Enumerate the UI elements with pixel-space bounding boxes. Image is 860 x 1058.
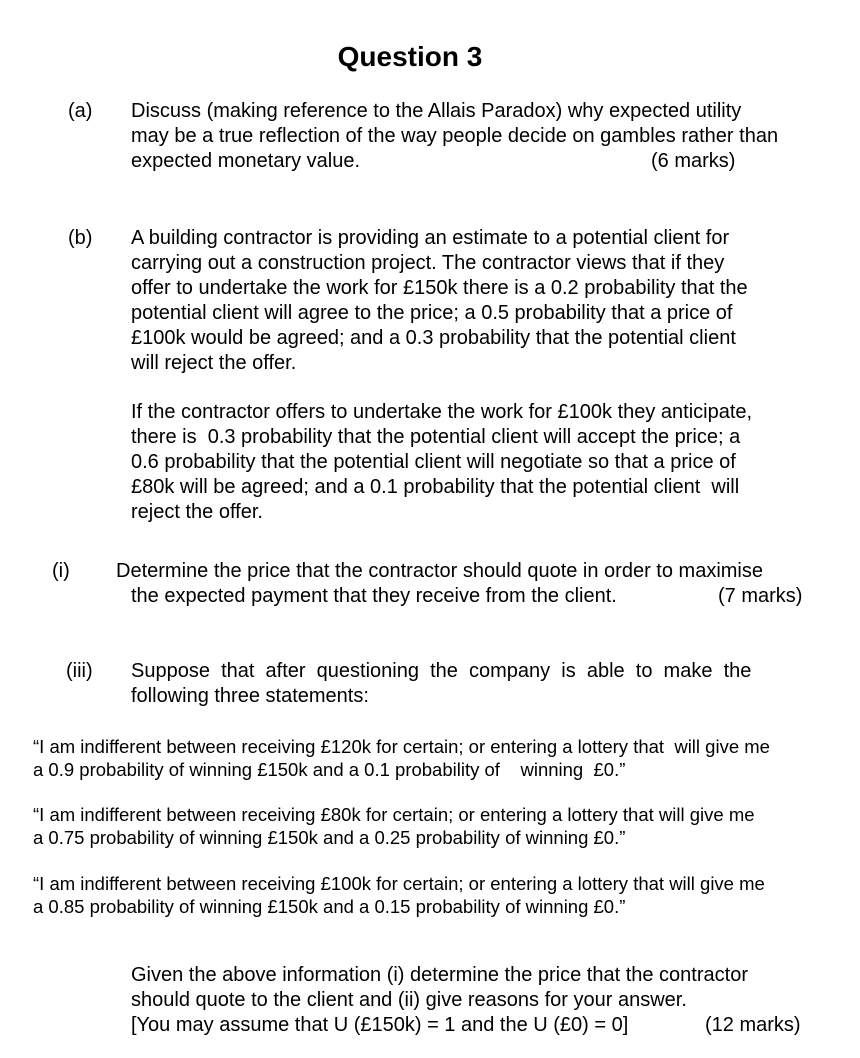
part-b-paragraph-2 [131, 400, 831, 525]
part-i-label: (i) [52, 560, 70, 582]
part-b-line: £80k will be agreed; and a 0.1 probability that the potential client will [131, 476, 740, 498]
part-a-line: Discuss (making reference to the Allais Paradox) why expected utility [131, 100, 742, 122]
statement-line: “I am indifferent between receiving £120k for certain; or entering a lottery that will give me [33, 736, 770, 757]
statement-3 [33, 872, 833, 918]
part-iii-text [131, 659, 831, 709]
part-a-marks: (6 marks) [651, 150, 736, 172]
part-a-line: may be a true reflection of the way people decide on gambles rather than [131, 125, 779, 147]
part-a-line: expected monetary value. [131, 150, 361, 172]
statement-line: a 0.9 probability of winning £150k and a 0.1 probability of winning £0.” [33, 759, 626, 780]
part-b-paragraph-1 [131, 226, 831, 376]
part-b-line: A building contractor is providing an estimate to a potential client for [131, 227, 730, 249]
part-b-line: £100k would be agreed; and a 0.3 probability that the potential client [131, 327, 736, 349]
part-a-label: (a) [68, 100, 93, 122]
final-marks: (12 marks) [705, 1014, 801, 1036]
final-line: should quote to the client and (ii) give reasons for your answer. [131, 989, 687, 1011]
part-b-line: will reject the offer. [131, 352, 297, 374]
statement-line: “I am indifferent between receiving £80k for certain; or entering a lottery that will give me [33, 804, 755, 825]
statement-line: a 0.85 probability of winning £150k and a 0.15 probability of winning £0.” [33, 896, 626, 917]
statement-line: “I am indifferent between receiving £100k for certain; or entering a lottery that will give me [33, 873, 765, 894]
part-iii-line: Suppose that after questioning the company is able to make the [131, 660, 752, 682]
final-line: [You may assume that U (£150k) = 1 and the U (£0) = 0] [131, 1014, 629, 1036]
part-i-line: Determine the price that the contractor should quote in order to maximise [116, 560, 763, 582]
part-i-marks: (7 marks) [718, 585, 803, 607]
part-b-line: carrying out a construction project. The contractor views that if they [131, 252, 725, 274]
part-iii-line: following three statements: [131, 685, 369, 707]
part-b-line: offer to undertake the work for £150k there is a 0.2 probability that the [131, 277, 748, 299]
part-b-line: reject the offer. [131, 501, 263, 523]
part-b-line: 0.6 probability that the potential client will negotiate so that a price of [131, 451, 736, 473]
statement-2 [33, 803, 833, 849]
statement-1 [33, 735, 833, 781]
part-b-line: If the contractor offers to undertake the work for £100k they anticipate, [131, 401, 753, 423]
final-line: Given the above information (i) determine the price that the contractor [131, 964, 748, 986]
part-b-label: (b) [68, 227, 93, 249]
part-iii-label: (iii) [66, 660, 93, 682]
statement-line: a 0.75 probability of winning £150k and a 0.25 probability of winning £0.” [33, 827, 626, 848]
question-title: Question 3 [337, 41, 483, 72]
part-i-line: the expected payment that they receive from the client. [131, 585, 617, 607]
part-b-line: there is 0.3 probability that the potential client will accept the price; a [131, 426, 741, 448]
part-b-line: potential client will agree to the price; a 0.5 probability that a price of [131, 302, 733, 324]
